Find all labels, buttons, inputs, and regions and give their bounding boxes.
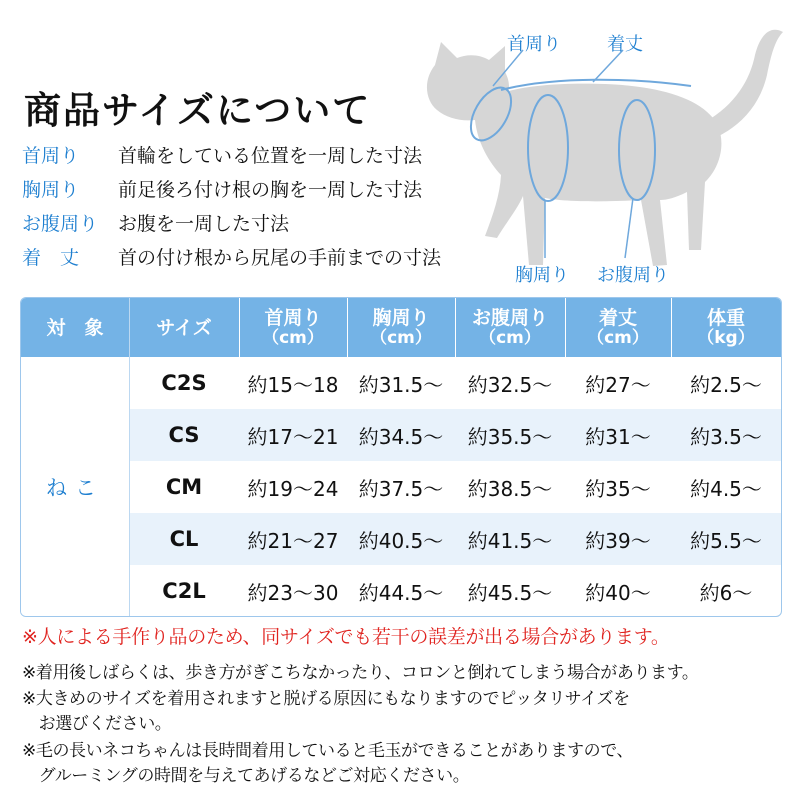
cat-silhouette-icon (405, 10, 800, 285)
table-row (129, 357, 781, 409)
page-title: 商品サイズについて (24, 89, 372, 132)
cell-neck: 約19～24 (247, 476, 339, 501)
definition-desc: 首輪をしている位置を一周した寸法 (118, 145, 423, 167)
cell-neck: 約23～30 (247, 580, 339, 605)
cell-chest: 約40.5～ (358, 528, 444, 553)
cell-size: C2L (162, 579, 206, 603)
cell-weight: 約4.5～ (690, 476, 762, 501)
cell-length: 約31～ (585, 424, 651, 449)
cell-size: CL (169, 527, 199, 551)
cell-size: CS (168, 423, 200, 447)
diagram-label-neck: 首周り (507, 34, 561, 55)
handmade-warning: ※人による手作り品のため、同サイズでも若干の誤差が出る場合があります。 (22, 626, 670, 648)
cell-chest: 約37.5～ (358, 476, 444, 501)
column-divider (455, 298, 456, 357)
note-line: グルーミングの時間を与えてあげるなどご対応ください。 (22, 766, 470, 786)
definition-desc: 首の付け根から尻尾の手前までの寸法 (118, 247, 442, 269)
definition-desc: 前足後ろ付け根の胸を一周した寸法 (118, 179, 423, 201)
header-chest (347, 298, 455, 357)
column-divider (565, 298, 566, 357)
cell-neck: 約15～18 (247, 372, 339, 397)
table-row (129, 513, 781, 565)
header-label: 着丈 (598, 306, 637, 329)
header-length (565, 298, 671, 357)
header-unit: （kg） (697, 327, 755, 348)
cell-length: 約39～ (585, 528, 651, 553)
column-divider (671, 298, 672, 357)
cell-neck: 約17～21 (247, 424, 339, 449)
table-row (129, 461, 781, 513)
header-label: サイズ (156, 316, 212, 339)
cell-length: 約35～ (585, 476, 651, 501)
header-label: 対 象 (46, 316, 104, 339)
header-size (129, 298, 239, 357)
column-divider (239, 298, 240, 357)
note-line: ※毛の長いネコちゃんは長時間着用していると毛玉ができることがありますので、 (22, 741, 634, 761)
cell-size: C2S (161, 371, 207, 395)
cell-belly: 約35.5～ (467, 424, 553, 449)
note-line: ※着用後しばらくは、歩き方がぎこちなかったり、コロンと倒れてしまう場合があります。 (22, 663, 699, 683)
cell-length: 約27～ (585, 372, 651, 397)
header-neck (239, 298, 347, 357)
cell-size: CM (165, 475, 203, 499)
cell-chest: 約34.5～ (358, 424, 444, 449)
column-divider (129, 298, 130, 617)
header-target (21, 298, 129, 357)
cat-measurement-diagram (405, 10, 800, 285)
header-unit: （cm） (587, 327, 649, 348)
table-row (129, 409, 781, 461)
cell-belly: 約38.5～ (467, 476, 553, 501)
cell-chest: 約31.5～ (358, 372, 444, 397)
header-unit: （cm） (479, 327, 541, 348)
note-line: ※大きめのサイズを着用されますと脱げる原因にもなりますのでピッタリサイズを (22, 689, 630, 709)
cell-belly: 約45.5～ (467, 580, 553, 605)
header-unit: （cm） (262, 327, 324, 348)
diagram-label-chest: 胸周り (515, 265, 569, 286)
header-label: お腹周り (471, 306, 548, 329)
header-label: 体重 (706, 306, 745, 329)
header-label: 首周り (264, 306, 322, 329)
diagram-label-length: 着丈 (607, 34, 643, 55)
cell-neck: 約21～27 (247, 528, 339, 553)
header-unit: （cm） (370, 327, 432, 348)
cell-weight: 約6～ (699, 580, 753, 605)
cell-chest: 約44.5～ (358, 580, 444, 605)
definition-term: 胸周り (22, 179, 80, 201)
header-label: 胸周り (372, 306, 430, 329)
definition-desc: お腹を一周した寸法 (118, 213, 290, 235)
size-table-header (21, 298, 781, 357)
size-table (20, 297, 782, 617)
diagram-label-belly: お腹周り (597, 265, 669, 286)
cell-weight: 約3.5～ (690, 424, 762, 449)
table-row (129, 565, 781, 617)
note-line: お選びください。 (22, 714, 172, 734)
target-cell: ねこ (21, 357, 129, 617)
cell-length: 約40～ (585, 580, 651, 605)
column-divider (347, 298, 348, 357)
cell-weight: 約2.5～ (690, 372, 762, 397)
cell-belly: 約32.5～ (467, 372, 553, 397)
cell-belly: 約41.5～ (467, 528, 553, 553)
header-belly (455, 298, 565, 357)
header-weight (671, 298, 781, 357)
definition-term: お腹周り (22, 213, 99, 235)
definition-term: 着 丈 (22, 247, 80, 269)
cell-weight: 約5.5～ (690, 528, 762, 553)
definition-term: 首周り (22, 145, 80, 167)
